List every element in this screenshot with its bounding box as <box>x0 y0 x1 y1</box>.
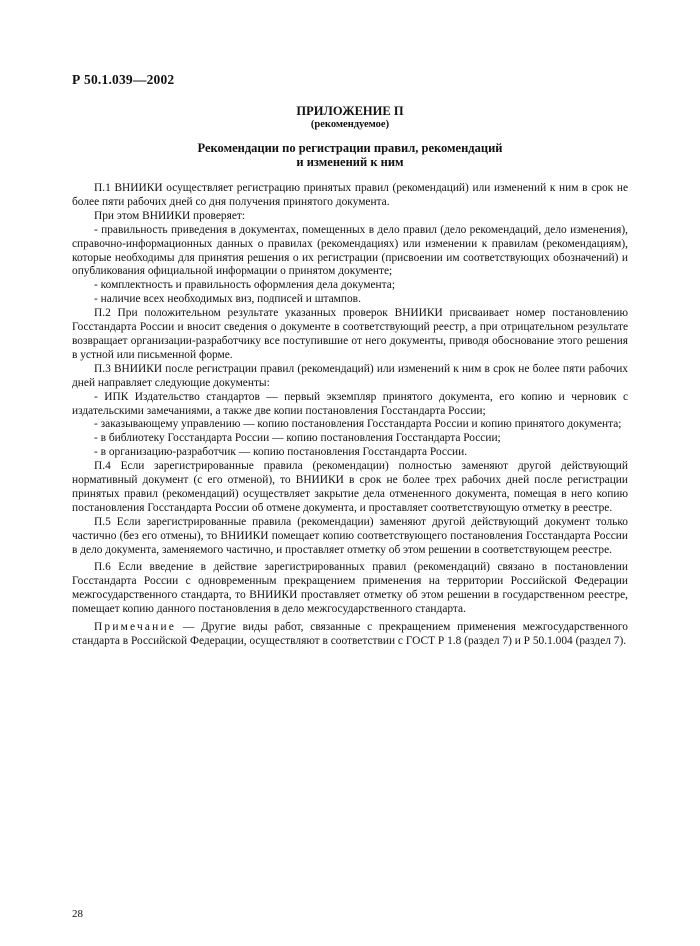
note-label: Примечание <box>94 621 177 634</box>
paragraph-p4: П.4 Если зарегистрированные правила (рекомендации) полностью заменяют другой действующий нормативный документ (с его отменой), то ВНИИКИ в срок не более трех рабочих дней после регистрации принятых правил (рекомендаций) осуществляет закрытие дела отмененного документа, помещая в него копию постановления Госстандарта России об отмене документа, и проставляет соответствующую отметку в реестре. <box>72 460 628 514</box>
annex-subtitle: (рекомендуемое) <box>310 119 390 130</box>
paragraph-checks-intro: При этом ВНИИКИ проверяет: <box>94 209 246 222</box>
section-heading-line-2: и изменений к ним <box>296 155 404 169</box>
paragraph-p2: П.2 При положительном результате указанных проверок ВНИИКИ присваивает номер постановлению Госстандарта России и вносит сведения о документе в соответствующий реестр, а при отрицательном результате возвращает организации-разработчику все поступившие от него документы, приводя обоснование этого решения в устной или письменной форме. <box>72 307 628 361</box>
list-item: - комплектность и правильность оформления дела документа; <box>94 279 395 292</box>
paragraph-p3: П.3 ВНИИКИ после регистрации правил (рекомендаций) или изменений к ним в срок не более пяти рабочих дней направляет следующие документы: <box>72 362 628 389</box>
note-paragraph <box>72 621 628 649</box>
note-text: — Другие виды работ, связанные с прекращением применения межгосударственного стандарта в Российской Федерации, осуществляют в соответствии с ГОСТ Р 1.8 (раздел 7) и Р 50.1.004 (раздел 7). <box>72 621 628 647</box>
document-code: Р 50.1.039—2002 <box>72 72 175 87</box>
document-body <box>72 182 628 649</box>
list-item: - в организацию-разработчик — копию постановления Госстандарта России. <box>94 446 468 459</box>
list-item: - правильность приведения в документах, помещенных в дело правил (дело рекомендаций, дело изменения), справочно-информационных данных о правилах (рекомендациях) или изменении к правилам (рекомендациям), которые необходимы для принятия решения о их регистрации (присвоении им соответствующих обозначений) и опубликования официальной информации о принятом документе; <box>72 223 628 278</box>
annex-block <box>0 104 700 132</box>
page-number: 28 <box>72 908 83 920</box>
annex-title: ПРИЛОЖЕНИЕ П <box>296 104 404 118</box>
list-item: - в библиотеку Госстандарта России — копию постановления Госстандарта России; <box>94 432 501 445</box>
list-item: - ИПК Издательство стандартов — первый экземпляр принятого документа, его копию и черновик с издательскими замечаниями, а также две копии постановления Госстандарта России; <box>72 390 628 417</box>
list-item: - заказывающему управлению — копию постановления Госстандарта России и копию принятого документа; <box>94 418 622 431</box>
section-heading <box>0 141 700 169</box>
paragraph-p6: П.6 Если введение в действие зарегистрированных правил (рекомендаций) связано в постановлении Госстандарта России с одновременным прекращением применения на территории Российской Федерации межгосударственного стандарта, то ВНИИКИ проставляет отметку об этом решении в государственном реестре, помещает копию данного постановления в дело межгосударственного стандарта. <box>72 561 628 616</box>
paragraph-p1: П.1 ВНИИКИ осуществляет регистрацию принятых правил (рекомендаций) или изменений к ним в срок не более пяти рабочих дней со дня получения принятого документа. <box>72 182 628 208</box>
section-heading-line-1: Рекомендации по регистрации правил, рекомендаций <box>197 141 503 155</box>
paragraph-p5: П.5 Если зарегистрированные правила (рекомендации) заменяют другой действующий документ только частично (без его отмены), то ВНИИКИ помещает копию соответствующего постановления Госстандарта России в дело документа, заменяемого частично, и проставляет отметку об этом решении в соответствующем реестре. <box>72 515 628 556</box>
list-item: - наличие всех необходимых виз, подписей и штампов. <box>94 293 361 306</box>
